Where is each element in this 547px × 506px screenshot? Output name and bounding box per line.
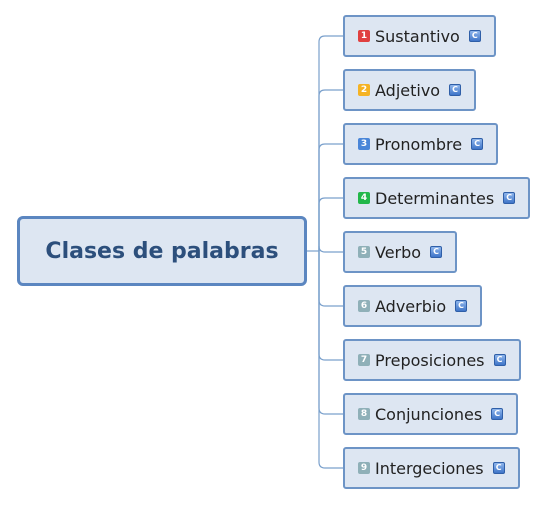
priority-badge: 4	[358, 192, 370, 204]
topic-verbo[interactable]	[343, 231, 457, 273]
branch-connector	[319, 251, 343, 306]
central-topic-label: Clases de palabras	[45, 238, 279, 264]
topic-conjunciones[interactable]	[343, 393, 518, 435]
priority-badge: 1	[358, 30, 370, 42]
topic-sustantivo[interactable]	[343, 15, 496, 57]
branch-connector	[319, 251, 343, 414]
priority-badge: 3	[358, 138, 370, 150]
priority-badge: 5	[358, 246, 370, 258]
priority-badge: 8	[358, 408, 370, 420]
topic-label: Determinantes	[375, 188, 495, 208]
c-icon[interactable]: C	[469, 30, 481, 42]
branch-connector	[319, 90, 343, 251]
topic-label: Adjetivo	[375, 80, 441, 100]
c-icon[interactable]: C	[494, 354, 506, 366]
priority-badge: 9	[358, 462, 370, 474]
topic-label: Pronombre	[375, 134, 463, 154]
topic-label: Verbo	[375, 242, 422, 262]
topic-pronombre[interactable]	[343, 123, 498, 165]
priority-badge: 2	[358, 84, 370, 96]
c-icon[interactable]: C	[503, 192, 515, 204]
topic-adverbio[interactable]	[343, 285, 482, 327]
c-icon[interactable]: C	[455, 300, 467, 312]
topic-label: Conjunciones	[375, 404, 483, 424]
central-topic[interactable]	[17, 216, 307, 286]
topic-intergeciones[interactable]	[343, 447, 520, 489]
topic-preposiciones[interactable]	[343, 339, 521, 381]
branch-connector	[319, 246, 343, 252]
c-icon[interactable]: C	[471, 138, 483, 150]
topic-label: Intergeciones	[375, 458, 484, 478]
branch-connector	[319, 198, 343, 251]
c-icon[interactable]: C	[430, 246, 442, 258]
priority-badge: 7	[358, 354, 370, 366]
priority-badge: 6	[358, 300, 370, 312]
c-icon[interactable]: C	[449, 84, 461, 96]
c-icon[interactable]: C	[491, 408, 503, 420]
c-icon[interactable]: C	[493, 462, 505, 474]
topic-determinantes[interactable]	[343, 177, 530, 219]
topic-adjetivo[interactable]	[343, 69, 476, 111]
topic-label: Preposiciones	[375, 350, 485, 370]
topic-label: Adverbio	[375, 296, 447, 316]
topic-label: Sustantivo	[375, 26, 460, 46]
